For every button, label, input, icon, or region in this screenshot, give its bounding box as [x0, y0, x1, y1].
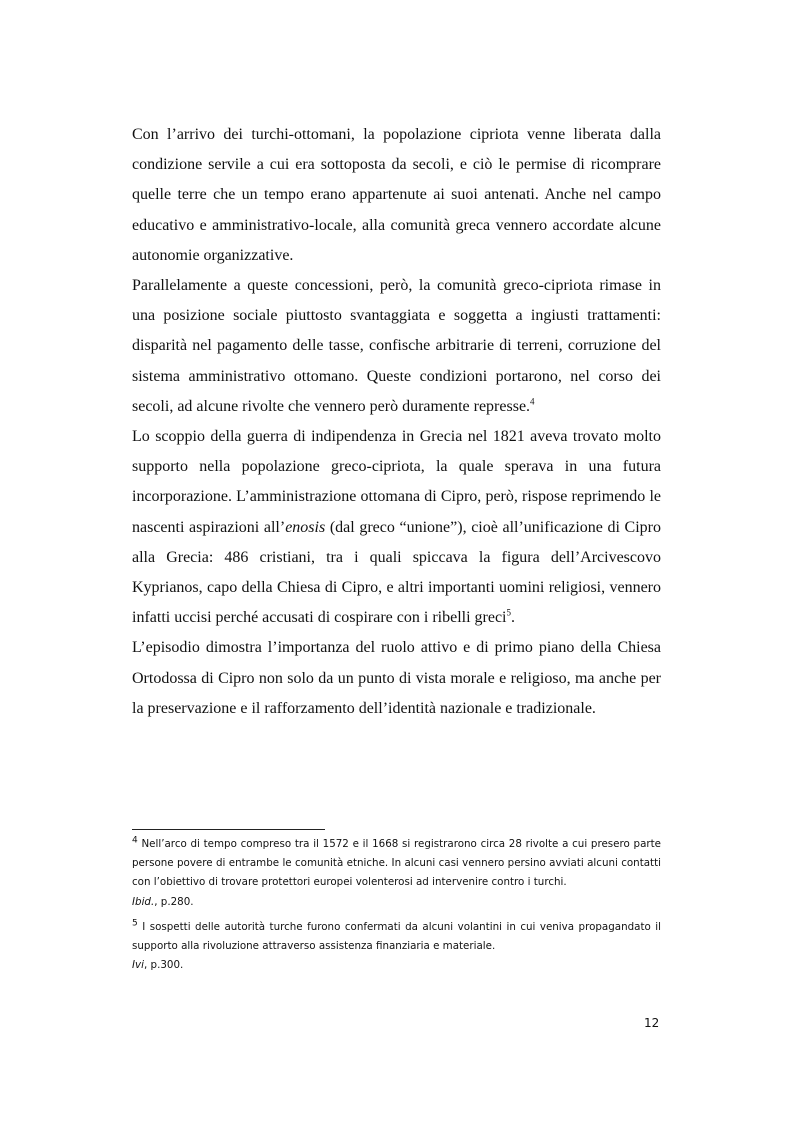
paragraph-3: [132, 422, 661, 633]
footnote-5: [132, 918, 661, 956]
footnote-4-ref-italic: Ibid.: [132, 895, 155, 908]
footnote-5-ref-italic: Ivi: [132, 959, 144, 972]
paragraph-2-text: Parallelamente a queste concessioni, però, la comunità greco-cipriota rimase in una posizione sociale piuttosto svantaggiata e soggetta a ingiusti trattamenti: disparità nel pagamento delle tasse, confische arbitrarie di terreni, corruzione del sistema amministrativo ottomano. Queste condizioni portarono, nel corso dei secoli, ad alcune rivolte che vennero però duramente represse.: [132, 277, 661, 415]
paragraph-2: [132, 271, 661, 422]
footnotes: [132, 835, 661, 975]
paragraph-3-text-after: (dal greco “unione”), cioè all’unificazione di Cipro alla Grecia: 486 cristiani, tra i quali spiccava la figura dell’Arcivescovo Kyprianos, capo della Chiesa di Cipro, e altri importanti uomini religiosi, vennero infatti uccisi perché accusati di cospirare con i ribelli greci: [132, 518, 662, 627]
paragraph-3-text-before: Lo scoppio della guerra di indipendenza in Grecia nel 1821 aveva trovato molto supporto nella popolazione greco-cipriota, la quale sperava in una futura incorporazione. L’amministrazione ottomana di Cipro, però, rispose reprimendo le nascenti aspirazioni all’: [132, 428, 661, 536]
page-number: 12: [644, 1016, 660, 1030]
paragraph-1-text: Con l’arrivo dei turchi-ottomani, la popolazione cipriota venne liberata dalla condizione servile a cui era sottoposta da secoli, e ciò le permise di ricomprare quelle terre che un tempo erano appartenute ai suoi antenati. Anche nel campo educativo e amministrativo-locale, alla comunità greca vennero accordate alcune autonomie organizzative.: [132, 126, 661, 264]
paragraph-4-text: L’episodio dimostra l’importanza del ruolo attivo e di primo piano della Chiesa Ortodossa di Cipro non solo da un punto di vista morale e religioso, ma anche per la preservazione e il rafforzamento dell’identità nazionale e tradizionale.: [132, 639, 661, 717]
footnote-5-ref-rest: , p.300.: [144, 959, 184, 972]
footnote-4-text: Nell’arco di tempo compreso tra il 1572 e il 1668 si registrarono circa 28 rivolte a cui presero parte persone povere di entrambe le comunità etniche. In alcuni casi vennero persino avviati alcuni contatti con l’obiettivo di trovare protettori europei volenterosi ad intervenire contro i turchi.: [132, 838, 661, 889]
footnote-4-ref-rest: , p.280.: [154, 895, 194, 908]
paragraph-1: [132, 120, 661, 271]
paragraph-3-text-end: .: [511, 609, 515, 627]
footnote-4: [132, 835, 661, 893]
footnote-4-number: 4: [132, 835, 138, 846]
footnote-5-reference: [132, 956, 661, 975]
footnote-mark-5[interactable]: 5: [506, 607, 511, 618]
footnote-5-text: I sospetti delle autorità turche furono confermati da alcuni volantini in cui veniva propagandato il supporto alla rivoluzione attraverso assistenza finanziaria e materiale.: [132, 920, 661, 953]
footnote-4-reference: [132, 893, 661, 912]
paragraph-4: [132, 633, 661, 724]
paragraph-3-emphasis: enosis: [285, 518, 326, 536]
main-text: [132, 120, 661, 724]
footnote-mark-4[interactable]: 4: [530, 396, 535, 407]
footnote-5-number: 5: [132, 918, 138, 929]
footnote-separator: [132, 829, 325, 830]
